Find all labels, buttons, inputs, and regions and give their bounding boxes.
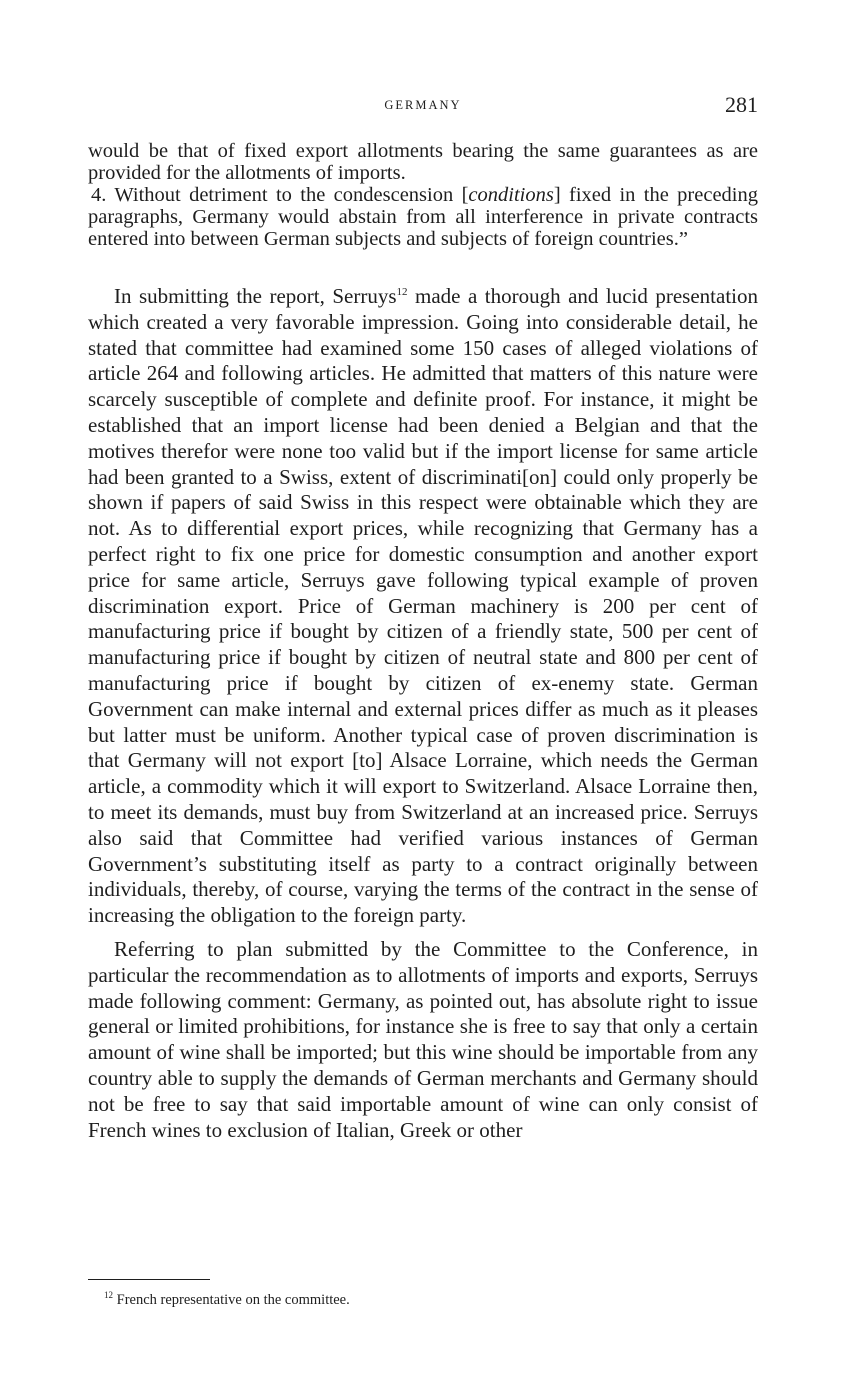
body-p1-start: In submitting the report, Serruys — [114, 284, 397, 308]
body-paragraph-2: Referring to plan submitted by the Committee to the Conference, in particular the recommendation as to allotments of imports and exports, Serruys made following comment: Germany, as pointed out, has absolute right to issue general or limited prohibitions, for instance she is free to say that only a certain amount of wine shall be imported; but this wine should be importable from any country able to supply the demands of German merchants and Germany should not be free to say that said importable amount of wine can only consist of French wines to exclusion of Italian, Greek or other — [88, 936, 758, 1142]
quote-p2-before: 4. Without detriment to the condescension [ — [91, 184, 469, 206]
quote-p2-italic: conditions — [468, 184, 554, 206]
quoted-text-block — [88, 140, 758, 250]
page-number: 281 — [725, 92, 758, 117]
footnote-number: 12 — [104, 1290, 113, 1301]
body-text — [88, 284, 758, 1151]
footnote-reference: 12 — [396, 286, 408, 298]
body-paragraph-1 — [88, 284, 758, 929]
body-p1-rest: made a thorough and lucid presentation which created a very favorable impression. Going into considerable detail, he stated that committee had examined some 150 cases of alleged violations of article 264 and following articles. He admitted that matters of this nature were scarcely susceptible of complete and definite proof. For instance, it might be established that an import license had been denied a Belgian and that the motives therefor were none too valid but if the import license for same article had been granted to a Swiss, extent of discriminati[on] could only properly be shown if papers of said Swiss in this respect were obtainable which they are not. As to differential export prices, while recognizing that Germany has a perfect right to fix one price for domestic consumption and another export price for same article, Serruys gave following typical example of proven discrimination export. Price of German machinery is 200 per cent of manufacturing price if bought by citizen of a friendly state, 500 per cent of manufacturing price if bought by citizen of neutral state and 800 per cent of manufacturing price if bought by citizen of ex-enemy state. German Government can make internal and external prices differ as much as it pleases but latter must be uniform. Another typical case of proven discrimination is that Germany will not export [to] Alsace Lorraine, which needs the German article, a commodity which it will export to Switzerland. Alsace Lorraine then, to meet its demands, must buy from Switzerland at an increased price. Serruys also said that Committee had verified various instances of German Government’s substituting itself as party to a contract originally between individuals, thereby, of course, varying the terms of the contract in the sense of increasing the obligation to the foreign party. — [88, 284, 758, 928]
footnote-text: French representative on the committee. — [113, 1292, 350, 1308]
page-header — [88, 92, 758, 122]
footnote-divider — [88, 1279, 210, 1280]
quote-paragraph-1: would be that of fixed export allotments bearing the same guarantees as are provided for the allotments of imports. — [88, 140, 758, 184]
quote-p2-after: ] fixed in the preceding paragraphs, Germany would abstain from all interference in private contracts entered into between German subjects and subjects of foreign countries.” — [88, 184, 758, 250]
quote-paragraph-2 — [88, 184, 758, 250]
footnote — [104, 1292, 350, 1309]
running-head: GERMANY — [384, 98, 462, 112]
